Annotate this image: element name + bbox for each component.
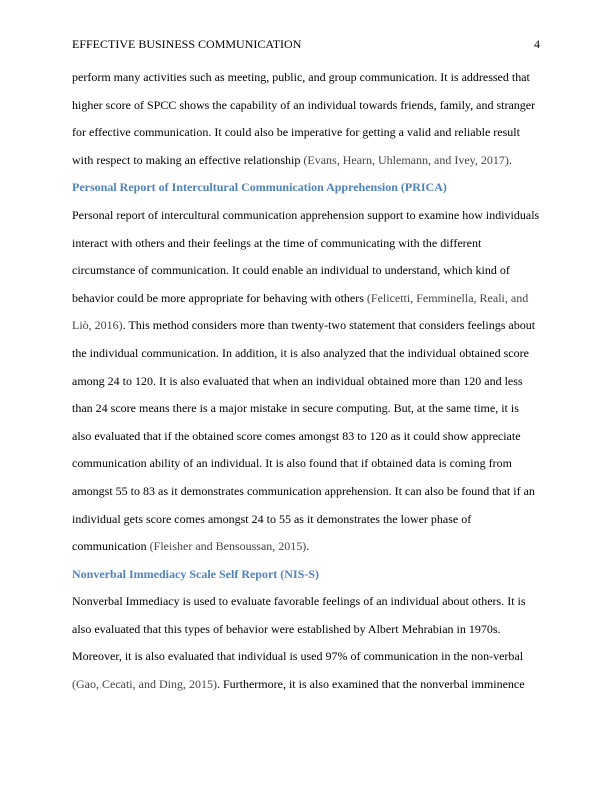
paragraph-text: with respect to making an effective relationship [72,152,304,167]
paragraph-line: communication ability of an individual. It is also found that if obtained data is coming from [72,456,512,471]
running-head-title: EFFECTIVE BUSINESS COMMUNICATION [72,37,302,51]
paragraph-line: Nonverbal Immediacy is used to evaluate favorable feelings of an individual about others. It is [72,594,526,609]
paragraph-line: the individual communication. In addition, it is also analyzed that the individual obtained score [72,345,529,360]
citation: (Evans, Hearn, Uhlemann, and Ivey, 2017) [303,152,509,167]
paragraph-line [72,533,542,561]
paragraph-line: than 24 score means there is a major mistake in secure computing. But, at the same time, it is [72,401,519,416]
paragraph-line: circumstance of communication. It could enable an individual to understand, which kind of [72,263,510,278]
paragraph-line: also evaluated that if the obtained score comes amongst 83 to 120 as it could show appreciate [72,428,521,443]
paragraph-text: . [508,152,512,167]
section-heading-nis-s: Nonverbal Immediacy Scale Self Report (NIS-S) [72,566,319,581]
paragraph-line: interact with others and their feelings at the time of communicating with the different [72,235,482,250]
paragraph-line: higher score of SPCC shows the capability of an individual towards friends, family, and stranger [72,97,536,112]
paragraph-line: Personal report of intercultural communication apprehension support to examine how individuals [72,207,540,222]
paragraph-text: . This method considers more than twenty-two statement that considers feelings about [122,318,536,333]
paragraph-line: Moreover, it is also evaluated that individual is used 97% of communication in the non-verbal [72,649,524,664]
paragraph-line [72,147,542,175]
paragraph-text: communication [72,539,150,554]
page-number: 4 [534,37,540,51]
paragraph-text: behavior could be more appropriate for behaving with others [72,290,367,305]
paragraph-line [72,285,542,313]
paragraph-line [72,671,542,699]
citation: (Gao, Cecati, and Ding, 2015) [72,677,217,692]
paragraph-line: among 24 to 120. It is also evaluated that when an individual obtained more than 120 and less [72,373,523,388]
document-body [72,64,542,699]
paragraph-line: perform many activities such as meeting, public, and group communication. It is addressed that [72,70,530,84]
paragraph-line [72,312,542,340]
citation: Liò, 2016) [72,318,123,333]
paragraph-line: individual gets score comes amongst 24 to 55 as it demonstrates the lower phase of [72,511,472,526]
paragraph-line: amongst 55 to 83 as it demonstrates communication apprehension. It can also be found that if an [72,483,535,498]
paragraph-line: for effective communication. It could also be imperative for getting a valid and reliable result [72,125,520,140]
paragraph-text: . Furthermore, it is also examined that the nonverbal imminence [216,677,525,692]
section-heading-prica: Personal Report of Intercultural Communication Apprehension (PRICA) [72,180,447,195]
running-head [72,36,540,52]
paragraph-text: . [306,539,310,554]
citation: (Fleisher and Bensoussan, 2015) [149,539,307,554]
citation: (Felicetti, Femminella, Reali, and [366,290,529,305]
paragraph-line: also evaluated that this types of behavior were established by Albert Mehrabian in 1970s. [72,621,501,636]
